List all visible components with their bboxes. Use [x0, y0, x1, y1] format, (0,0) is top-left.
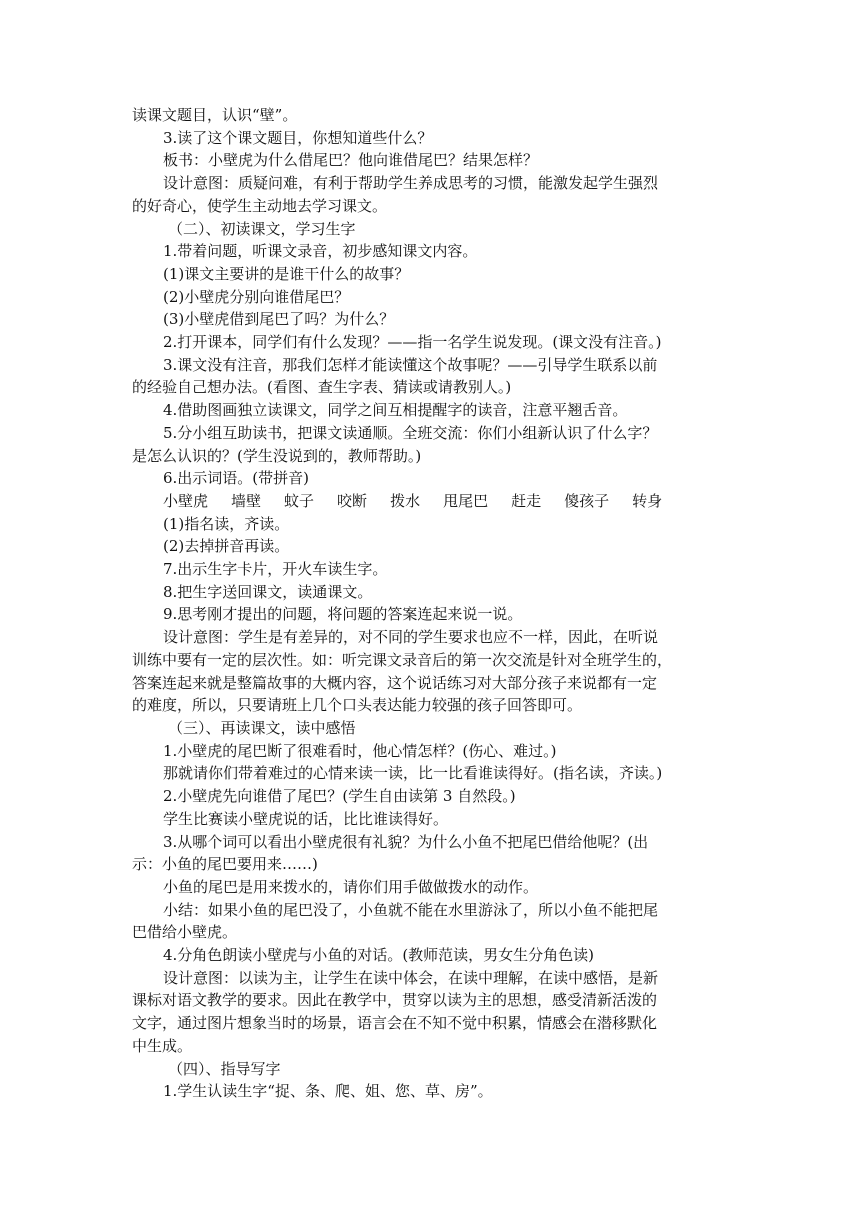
text-line: (3)小壁虎借到尾巴了吗？为什么？ [163, 310, 395, 329]
vocabulary-word: 拨水 [390, 491, 421, 510]
text-line: 读课文题目，认识“壁”。 [132, 106, 298, 124]
text-line: 4.分角色朗读小壁虎与小鱼的对话。(教师范读，男女生分角色读) [163, 946, 595, 965]
section-heading: （四）、指导写字 [168, 1059, 281, 1078]
vocabulary-word: 傻孩子 [564, 491, 610, 510]
text-line: 7.出示生字卡片，开火车读生字。 [163, 560, 388, 579]
text-line: 设计意图：质疑问难，有利于帮助学生养成思考的习惯，能激发起学生强烈 [163, 174, 659, 193]
section-heading: （三）、再读课文，读中感悟 [168, 718, 356, 737]
text-line: (2)小壁虎分别向谁借尾巴？ [163, 287, 350, 306]
text-line: 设计意图：以读为主，让学生在读中体会，在读中理解，在读中感悟，是新 [163, 968, 659, 987]
text-line: 学生比赛读小壁虎说的话，比比谁读得好。 [163, 809, 449, 828]
vocabulary-word: 转身 [632, 491, 663, 510]
text-line: 的好奇心，使学生主动地去学习课文。 [132, 196, 388, 215]
text-line: 1.学生认读生字“捉、条、爬、姐、您、草、房”。 [163, 1082, 493, 1101]
text-line: (2)去掉拼音再读。 [163, 537, 290, 556]
text-line: 小鱼的尾巴是用来拨水的，请你们用手做做拨水的动作。 [163, 877, 539, 896]
vocabulary-word: 咬断 [337, 491, 368, 510]
text-line: 那就请你们带着难过的心情来读一读，比一比看谁读得好。(指名读，齐读。) [163, 764, 663, 783]
text-line: 5.分小组互助读书，把课文读通顺。全班交流：你们小组新认识了什么字？ [163, 423, 658, 442]
text-line: 的经验自己想办法。(看图、查生字表、猜读或请教别人。) [132, 378, 512, 397]
text-line: 2.小壁虎先向谁借了尾巴？(学生自由读第 3 自然段。) [163, 787, 516, 806]
text-line: (1)指名读，齐读。 [163, 514, 290, 533]
vocabulary-word: 甩尾巴 [443, 491, 489, 510]
document-body [132, 104, 732, 1103]
vocabulary-word: 赶走 [511, 491, 542, 510]
text-line: 答案连起来就是整篇故事的大概内容，这个说话练习对大部分孩子来说都有一定 [132, 673, 658, 692]
text-line: 板书：小壁虎为什么借尾巴？他向谁借尾巴？结果怎样？ [163, 151, 539, 170]
text-line: 中生成。 [132, 1036, 193, 1055]
text-line: 示：小鱼的尾巴要用来……) [132, 855, 318, 874]
text-line: 2.打开课本，同学们有什么发现？——指一名学生说发现。(课文没有注音。) [163, 333, 662, 352]
text-line: 6.出示词语。(带拼音) [163, 469, 310, 488]
text-line: 9.思考刚才提出的问题，将问题的答案连起来说一说。 [163, 605, 523, 624]
text-line: 巴借给小壁虎。 [132, 923, 238, 942]
text-line: 3.课文没有注音，那我们怎样才能读懂这个故事呢？——引导学生联系以前 [163, 355, 658, 374]
text-line: 课标对语文教学的要求。因此在教学中，贯穿以读为主的思想，感受清新活泼的 [132, 991, 658, 1010]
text-line: 3.读了这个课文题目，你想知道些什么？ [163, 128, 433, 147]
text-line: 的难度，所以，只要请班上几个口头表达能力较强的孩子回答即可。 [132, 696, 583, 715]
text-line: 3.从哪个词可以看出小壁虎很有礼貌？为什么小鱼不把尾巴借给他呢？(出 [163, 832, 649, 851]
vocabulary-word: 蚊子 [284, 491, 315, 510]
text-line: 8.把生字送回课文，读通课文。 [163, 582, 373, 601]
vocabulary-word: 墙壁 [231, 491, 262, 510]
text-line: 设计意图：学生是有差异的，对不同的学生要求也应不一样，因此，在听说 [163, 628, 659, 647]
text-line: 小结：如果小鱼的尾巴没了，小鱼就不能在水里游泳了，所以小鱼不能把尾 [163, 900, 659, 919]
text-line: 1.小壁虎的尾巴断了很难看时，他心情怎样？(伤心、难过。) [163, 741, 557, 760]
text-line: (1)课文主要讲的是谁干什么的故事？ [163, 264, 410, 283]
text-line: 1.带着问题，听课文录音，初步感知课文内容。 [163, 242, 478, 261]
section-heading: （二）、初读课文，学习生字 [168, 219, 356, 238]
text-line: 训练中要有一定的层次性。如：听完课文录音后的第一次交流是针对全班学生的， [132, 650, 673, 669]
text-line: 4.借助图画独立读课文，同学之间互相提醒字的读音，注意平翘舌音。 [163, 401, 628, 420]
text-line: 是怎么认识的？(学生没说到的，教师帮助。) [132, 446, 422, 465]
text-line: 文字，通过图片想象当时的场景，语言会在不知不觉中积累，情感会在潜移默化 [132, 1014, 658, 1033]
vocabulary-word-list [132, 490, 732, 513]
vocabulary-word: 小壁虎 [163, 491, 209, 510]
